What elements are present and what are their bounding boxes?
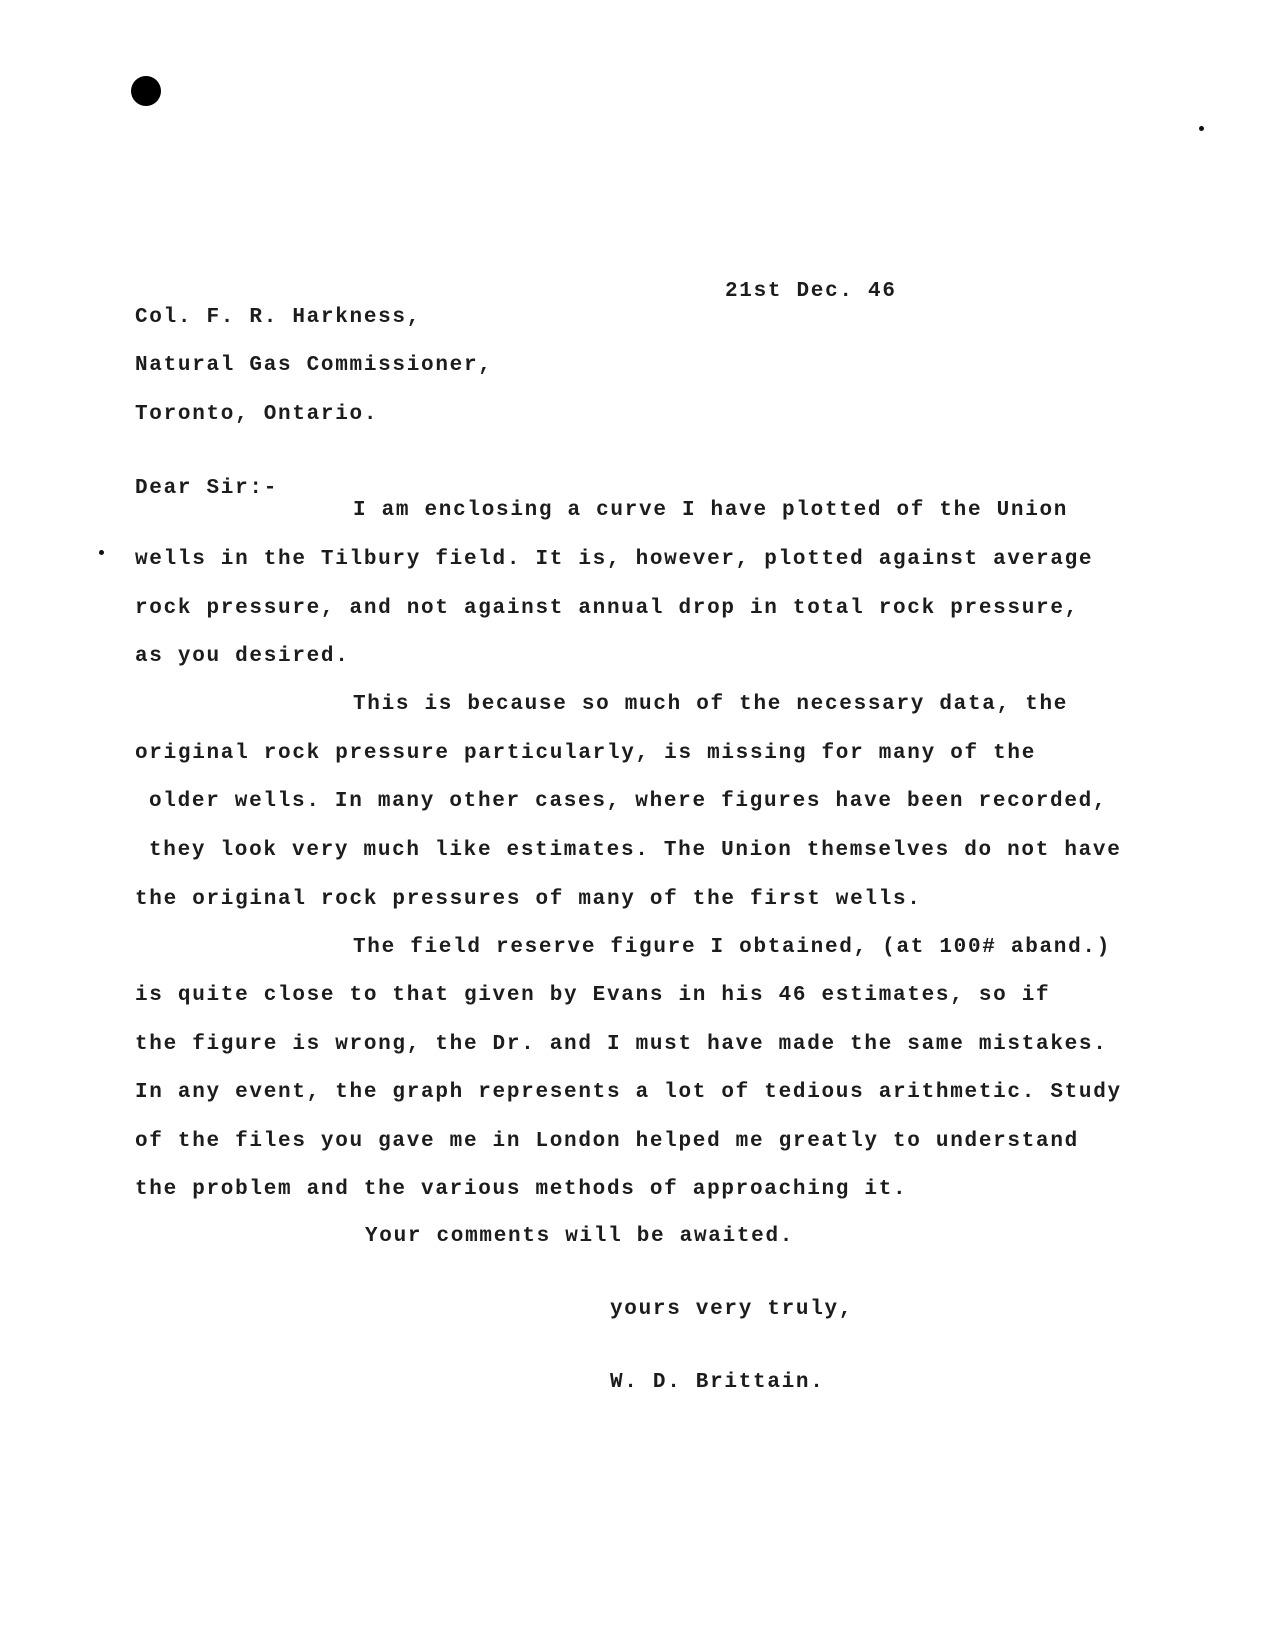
closing-note: Your comments will be awaited.: [365, 1225, 795, 1248]
ink-speck: [1199, 126, 1204, 131]
body-line: In any event, the graph represents a lot of tedious arithmetic. Study: [135, 1081, 1122, 1104]
salutation: Dear Sir:-: [135, 477, 279, 500]
body-line: original rock pressure particularly, is missing for many of the: [135, 742, 1037, 765]
body-line: as you desired.: [135, 645, 350, 668]
body-line: rock pressure, and not against annual drop in total rock pressure,: [135, 597, 1079, 620]
recipient-name: Col. F. R. Harkness,: [135, 306, 422, 329]
ink-speck: [99, 550, 104, 555]
signature: W. D. Brittain.: [610, 1371, 825, 1394]
body-line: is quite close to that given by Evans in his 46 estimates, so if: [135, 984, 1051, 1007]
body-line: they look very much like estimates. The Union themselves do not have: [149, 839, 1122, 862]
body-line: of the files you gave me in London helped me greatly to understand: [135, 1130, 1079, 1153]
body-line: The field reserve figure I obtained, (at 100# aband.): [353, 936, 1112, 959]
body-line: the original rock pressures of many of the first wells.: [135, 888, 922, 911]
recipient-location: Toronto, Ontario.: [135, 403, 379, 426]
recipient-title: Natural Gas Commissioner,: [135, 354, 493, 377]
body-line: This is because so much of the necessary data, the: [353, 693, 1069, 716]
body-line: the problem and the various methods of approaching it.: [135, 1178, 908, 1201]
body-line: wells in the Tilbury field. It is, however, plotted against average: [135, 548, 1094, 571]
body-line: the figure is wrong, the Dr. and I must have made the same mistakes.: [135, 1033, 1108, 1056]
letter-date: 21st Dec. 46: [725, 280, 897, 303]
punch-hole: [131, 76, 161, 106]
valediction: yours very truly,: [610, 1298, 854, 1321]
body-line: I am enclosing a curve I have plotted of the Union: [353, 499, 1069, 522]
body-line: older wells. In many other cases, where figures have been recorded,: [149, 790, 1108, 813]
